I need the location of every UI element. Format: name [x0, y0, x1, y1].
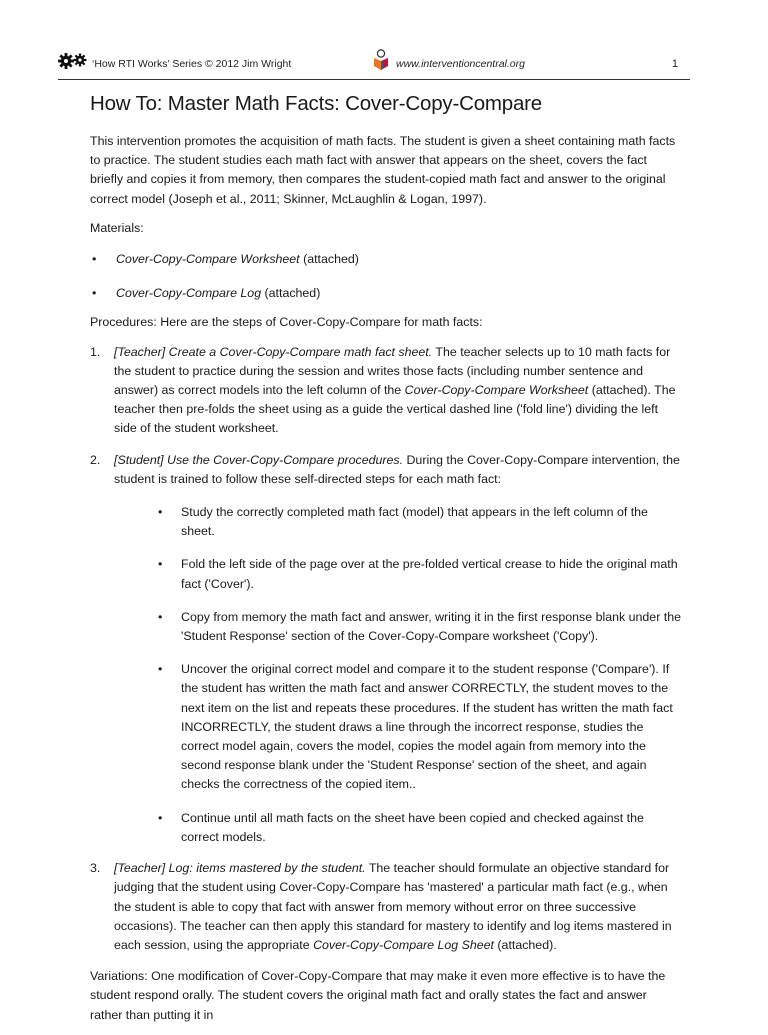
bullet-icon: •: [158, 662, 163, 677]
bullet-icon: •: [158, 609, 163, 624]
step-text-end: (attached). The teacher then pre-folds the sheet using as a guide the vertical dashed line ('fold line') dividing the left side of the student worksheet.: [114, 383, 676, 436]
bullet-icon: •: [158, 810, 163, 825]
materials-item: [90, 250, 682, 269]
substeps-list: [114, 503, 682, 847]
materials-label: Materials:: [90, 220, 144, 235]
bullet-icon: •: [92, 252, 97, 267]
step-1: [90, 343, 682, 439]
page-number: 1: [671, 58, 678, 70]
material-suffix: (attached): [299, 252, 359, 267]
step-lead: [Teacher] Create a Cover-Copy-Compare math fact sheet.: [114, 344, 433, 359]
step-lead: [Student] Use the Cover-Copy-Compare procedures.: [114, 452, 404, 467]
substep-item: [158, 608, 682, 646]
document-body: [90, 92, 682, 1035]
step-text: The teacher should formulate an objective standard for judging that the student using Cover-Copy-Compare has 'mastered' a particular math fact (e.g., when the student is able to copy that fact with answer from memory without error on three successive occasions). The teacher can then apply this standard for mastery to identify and log items mastered in each session, using the appropriate: [114, 861, 672, 952]
step-text-end: (attached).: [493, 937, 557, 952]
procedures-label: Procedures: Here are the steps of Cover-Copy-Compare for math facts:: [90, 315, 483, 330]
substep-item: [158, 555, 682, 593]
page-title: How To: Master Math Facts: Cover-Copy-Compare: [90, 92, 543, 115]
intro-paragraph: This intervention promotes the acquisition of math facts. The student is given a sheet containing math facts to practice. The student studies each math fact with answer that appears on the sheet, covers the fact briefly and copies it from memory, then compares the student-copied math fact and answer to the original correct model (Joseph et al., 2011; Skinner, McLaughlin & Logan, 1997).: [90, 134, 676, 206]
substep-text: Copy from memory the math fact and answer, writing it in the first response blank under the 'Student Response' section of the Cover-Copy-Compare worksheet ('Copy').: [181, 609, 681, 644]
material-suffix: (attached): [261, 286, 321, 301]
step-italic: Cover-Copy-Compare Log Sheet: [313, 937, 494, 952]
substep-item: [158, 809, 682, 847]
substep-text: Study the correctly completed math fact (model) that appears in the left column of the sheet.: [181, 505, 648, 539]
page-header: [58, 49, 690, 80]
bullet-icon: •: [158, 557, 163, 572]
bullet-icon: •: [92, 286, 97, 301]
step-text: During the Cover-Copy-Compare intervention, the student is trained to follow these self-directed steps for each math fact:: [114, 452, 680, 486]
bullet-icon: •: [158, 505, 163, 520]
step-3: [90, 859, 682, 955]
material-name: Cover-Copy-Compare Worksheet: [116, 252, 300, 267]
step-text: The teacher selects up to 10 math facts for the student to practice during the session and writes those facts (including number sentence and answer) as correct models into the left column of the: [114, 344, 671, 398]
variations-paragraph: Variations: One modification of Cover-Copy-Compare that may make it even more effective is to have the student respond orally. The student covers the original math fact and orally states the fact and answer rather than putting it in: [90, 969, 666, 1022]
step-number: 3.: [90, 861, 101, 876]
step-italic: Cover-Copy-Compare Worksheet: [404, 383, 589, 398]
materials-item: [90, 284, 682, 303]
substep-item: [158, 660, 682, 794]
step-number: 1.: [90, 344, 101, 359]
substep-item: [158, 503, 682, 541]
intervention-central-logo: [371, 49, 391, 71]
gears-icon: [58, 52, 88, 70]
step-2: [90, 451, 682, 847]
step-lead: [Teacher] Log: items mastered by the student.: [114, 861, 366, 876]
series-credit: ‘How RTI Works’ Series © 2012 Jim Wright: [92, 58, 292, 70]
step-number: 2.: [90, 452, 101, 467]
substep-text: Continue until all math facts on the sheet have been copied and checked against the correct models.: [181, 810, 644, 844]
substep-text: Uncover the original correct model and compare it to the student response ('Compare'). If the student has written the math fact and answer CORRECTLY, the student moves to the next item on the list and repeats these procedures. If the student has written the math fact INCORRECTLY, the student draws a line through the incorrect response, studies the correct model again, covers the model, copies the model again from memory into the second response blank under the 'Student Response' section of the sheet, and again checks the correctness of the copied item..: [181, 662, 673, 792]
material-name: Cover-Copy-Compare Log: [116, 286, 262, 301]
website-link[interactable]: www.interventioncentral.org: [396, 58, 525, 70]
substep-text: Fold the left side of the page over at the pre-folded vertical crease to hide the original math fact ('Cover').: [181, 557, 678, 591]
